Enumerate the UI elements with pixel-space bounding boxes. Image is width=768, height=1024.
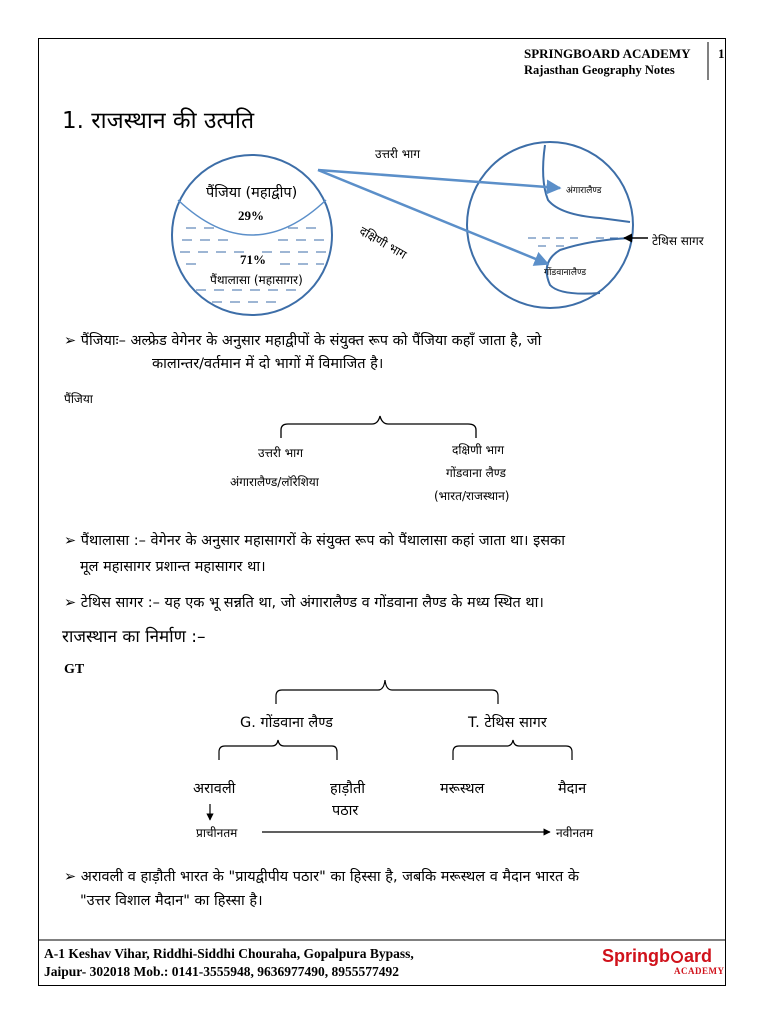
gt-brace [276,680,498,704]
continents-globe [467,142,633,308]
panthalassa-definition-line1: ➢ पैंथालासा :– वेगेनर के अनुसार महासागरों के संयुक्त रूप को पैंथालासा कहां जाता था। इसका [64,533,565,549]
gondwana-label: गोंडवानालैण्ड [544,268,587,278]
formation-heading: राजस्थान का निर्माण :– [62,627,206,647]
footer-address-line1: A-1 Keshav Vihar, Riddhi-Siddhi Chouraha, Gopalpura Bypass, [44,946,414,961]
tree1-right-sub: गोंडवाना लैण्ड [446,466,506,480]
pangaea-globe [172,155,332,315]
desert-node: मरूस्थल [440,781,485,797]
logo-o-icon [671,951,683,963]
north-part-label: उत्तरी भाग [375,147,420,161]
oldest-label: प्राचीनतम [196,826,238,840]
tree1-left-sub: अंगारालैण्ड/लॉरेशिया [230,475,319,489]
angara-label: अंगारालैण्ड [566,186,602,196]
ocean-percent: 71% [240,252,266,267]
tree1-right-sub2: (भारत/राजस्थान) [434,489,510,503]
pangaea-label: पैंजिया (महाद्वीप) [206,185,298,201]
tethys-definition: ➢ टेथिस सागर :– यह एक भू सन्नति था, जो अंगारालैण्ड व गोंडवाना लैण्ड के मध्य स्थित था। [64,595,544,611]
ocean-label: पैंथालासा (महासागर) [210,273,303,287]
header-academy: SPRINGBOARD ACADEMY [524,46,691,61]
page-title: 1. राजस्थान की उत्पति [62,108,255,134]
land-percent: 29% [238,208,264,223]
tethys-label: टेथिस सागर [652,234,704,248]
tree1-root: पैंजिया [64,392,93,406]
hadoti-node-line1: हाड़ौती [330,781,365,797]
plain-node: मैदान [558,781,587,797]
tree1-right-title: दक्षिणी भाग [452,443,504,457]
aravali-node: अरावली [193,781,236,797]
conclusion-line2: "उत्तर विशाल मैदान" का हिस्सा है। [80,893,263,909]
header-subtitle: Rajasthan Geography Notes [524,63,675,77]
south-part-label: दक्षिणी भाग [357,223,410,262]
hadoti-node-line2: पठार [332,803,359,819]
pangaea-brace [281,416,476,438]
tree1-left-title: उत्तरी भाग [258,446,303,460]
springboard-logo: Springb ard [602,946,713,966]
conclusion-line1: ➢ अरावली व हाड़ौती भारत के "प्रायद्वीपीय पठार" का हिस्सा है, जबकि मरूस्थल व मैदान भारत के [64,869,580,885]
tethys-node: T. टेथिस सागर [468,715,547,731]
gondwana-brace [219,740,337,760]
tethys-brace [453,740,572,760]
footer-address-line2: Jaipur- 302018 Mob.: 0141-3555948, 9636977490, 8955577492 [44,964,399,979]
pangaea-definition-line1: ➢ पैंजियाः– अल्फ्रेड वेगेनर के अनुसार महाद्वीपों के संयुक्त रूप को पैंजिया कहाँ जाता है, जो [64,333,542,349]
tree2-root: GT [64,662,85,677]
pangaea-definition-line2: कालान्तर/वर्तमान में दो भागों में विमाजित है। [152,356,384,372]
panthalassa-definition-line2: मूल महासागर प्रशान्त महासागर था। [80,559,266,575]
gondwana-node: G. गोंडवाना लैण्ड [240,715,333,731]
page-number: 1 [718,46,725,61]
newest-label: नवीनतम [556,826,594,840]
logo-academy: ACADEMY [674,966,725,976]
